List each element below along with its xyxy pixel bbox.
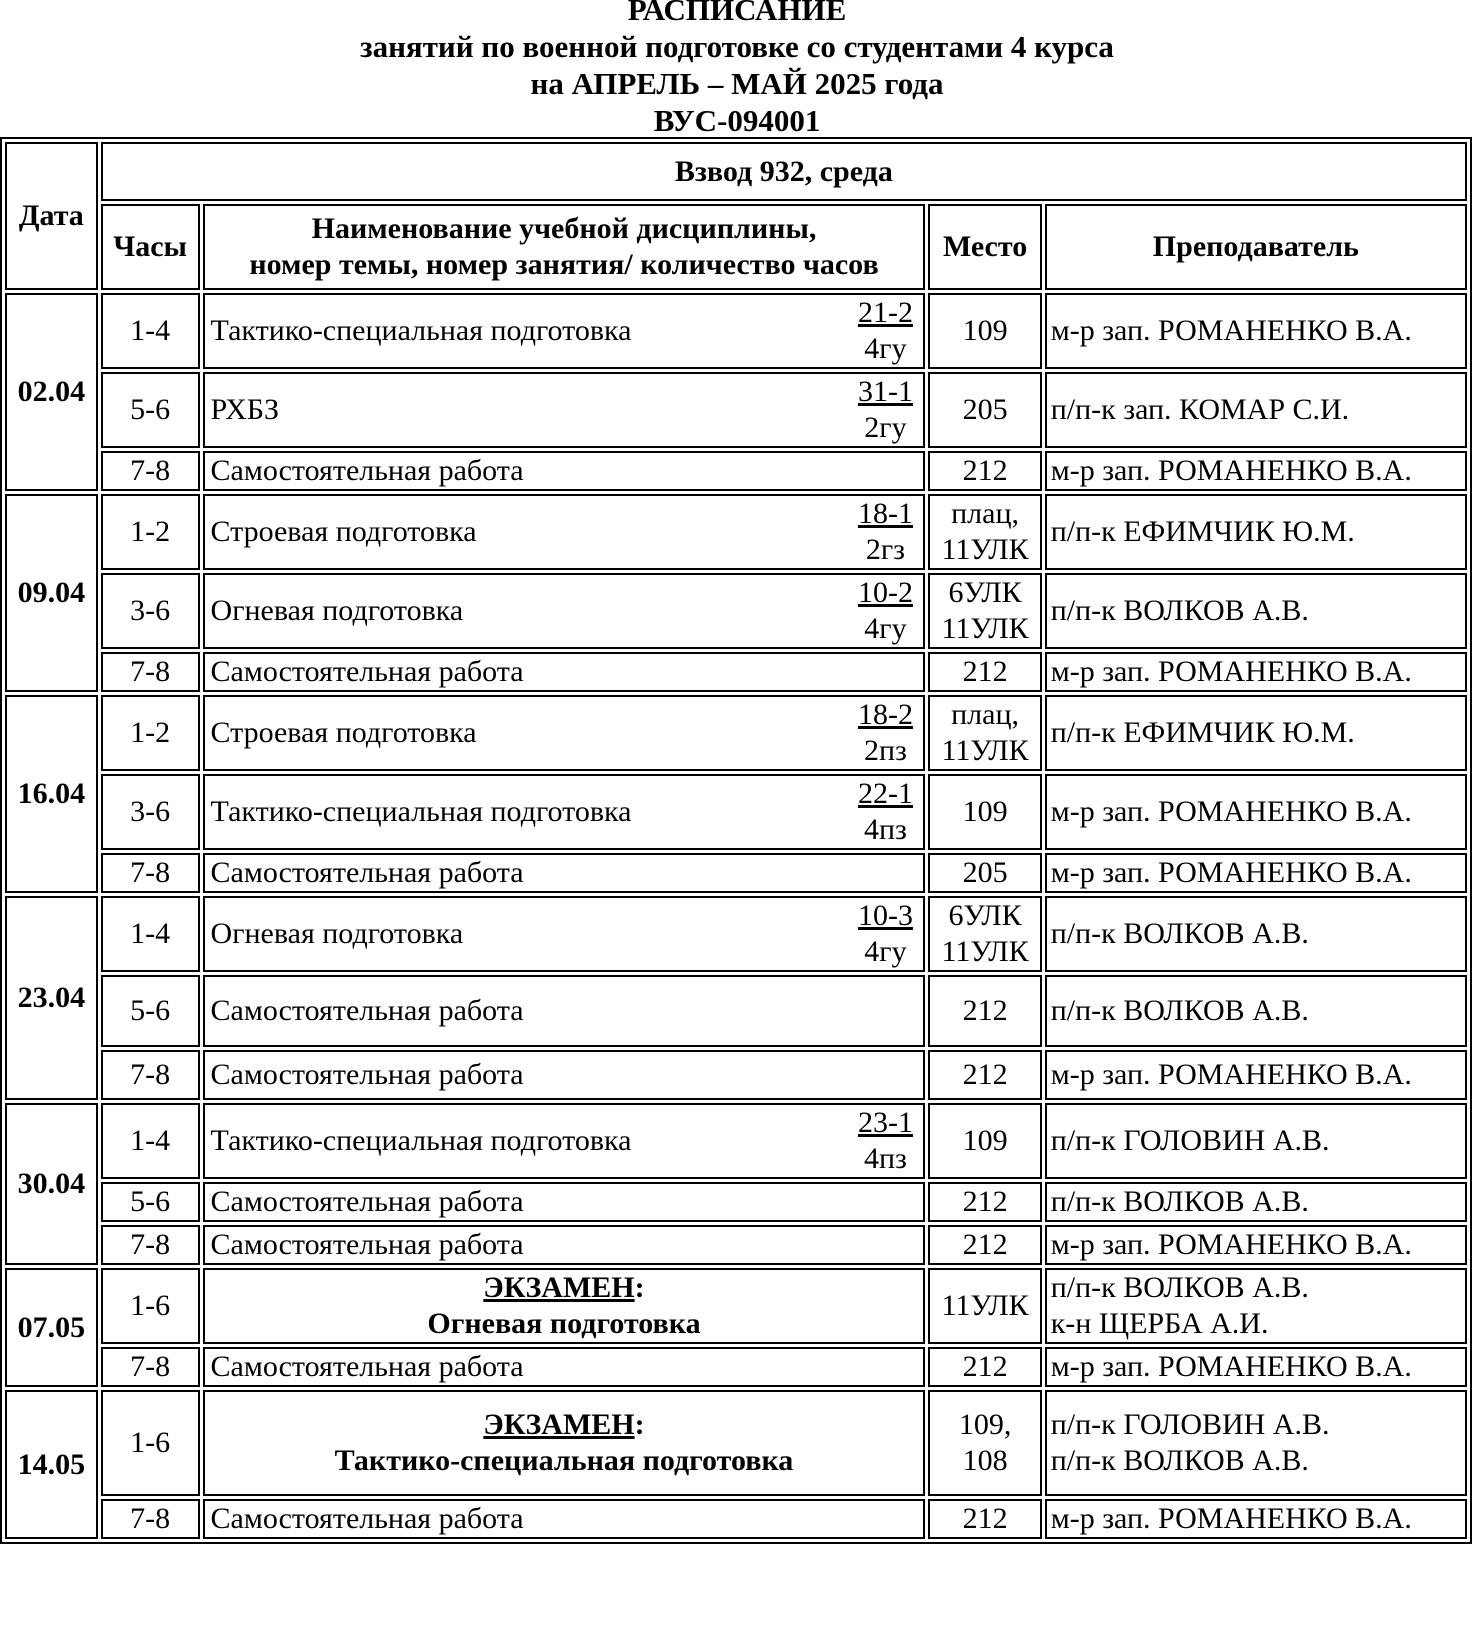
teacher-cell — [1045, 451, 1467, 491]
place-cell — [928, 1103, 1041, 1179]
place-cell — [928, 1182, 1041, 1222]
date-cell: 23.04 — [5, 896, 98, 1100]
teacher-name: п/п-к ГОЛОВИН А.В. — [1050, 1124, 1330, 1157]
subject-cell — [203, 1182, 926, 1222]
place-line: 109 — [962, 1124, 1008, 1157]
place-line: 212 — [962, 994, 1008, 1027]
teacher-cell — [1045, 1103, 1467, 1179]
teacher-cell — [1045, 372, 1467, 448]
place-cell — [928, 1499, 1041, 1539]
place-line: 11УЛК — [941, 935, 1029, 968]
subject-cell — [203, 451, 926, 491]
subject-name: Самостоятельная работа — [210, 1228, 524, 1261]
date-cell: 16.04 — [5, 695, 98, 893]
doc-title: РАСПИСАНИЕ — [627, 0, 847, 27]
hours-cell: 7-8 — [101, 1225, 200, 1265]
topic-code — [853, 697, 917, 769]
subject-cell — [203, 1050, 926, 1100]
teacher-name: м-р зап. РОМАНЕНКО В.А. — [1050, 314, 1412, 347]
teacher-name: м-р зап. РОМАНЕНКО В.А. — [1050, 795, 1412, 828]
place-line: 109, — [958, 1408, 1012, 1441]
subject-cell — [203, 293, 926, 369]
subject-name: Строевая подготовка — [210, 716, 477, 749]
document-header — [0, 0, 1474, 139]
place-cell — [928, 774, 1041, 850]
table-row — [5, 573, 1467, 649]
subject-name: Огневая подготовка — [210, 917, 464, 950]
teacher-cell — [1045, 1225, 1467, 1265]
subject-cell — [203, 494, 926, 570]
place-line: 205 — [962, 393, 1008, 426]
teacher-name: п/п-к ВОЛКОВ А.В. — [1050, 1271, 1309, 1304]
teacher-name: п/п-к зап. КОМАР С.И. — [1050, 393, 1350, 426]
subject-name: Строевая подготовка — [210, 515, 477, 548]
table-row — [5, 695, 1467, 771]
place-cell — [928, 896, 1041, 972]
place-cell — [928, 1225, 1041, 1265]
teacher-cell — [1045, 494, 1467, 570]
subject-name: Самостоятельная работа — [210, 1058, 524, 1091]
place-line: 212 — [962, 1228, 1008, 1261]
topic-hours: 2пз — [864, 734, 907, 767]
teacher-cell — [1045, 1390, 1467, 1496]
hours-cell: 7-8 — [101, 451, 200, 491]
date-cell: 30.04 — [5, 1103, 98, 1265]
subject-cell — [203, 1347, 926, 1387]
topic-number: 10-3 — [857, 899, 913, 932]
subject-name: Самостоятельная работа — [210, 454, 524, 487]
table-row — [5, 1347, 1467, 1387]
teacher-cell — [1045, 1499, 1467, 1539]
table-row — [5, 975, 1467, 1047]
col-header-subject-line2: номер темы, номер занятия/ количество часов — [249, 248, 879, 281]
topic-hours: 2гу — [864, 411, 907, 444]
hours-cell: 5-6 — [101, 1182, 200, 1222]
topic-number: 22-1 — [857, 777, 913, 810]
teacher-name: п/п-к ВОЛКОВ А.В. — [1050, 1444, 1309, 1477]
subject-cell — [203, 573, 926, 649]
hours-cell: 7-8 — [101, 1050, 200, 1100]
teacher-name: п/п-к ГОЛОВИН А.В. — [1050, 1408, 1330, 1441]
topic-number: 31-1 — [857, 375, 913, 408]
hours-cell: 1-2 — [101, 494, 200, 570]
table-row — [5, 494, 1467, 570]
topic-number: 10-2 — [857, 576, 913, 609]
place-cell — [928, 1390, 1041, 1496]
subject-cell — [203, 975, 926, 1047]
teacher-cell — [1045, 774, 1467, 850]
subject-cell — [203, 372, 926, 448]
exam-block — [205, 1270, 924, 1342]
col-header-subject — [203, 204, 926, 290]
topic-hours: 4пз — [864, 1142, 907, 1175]
table-row — [5, 1268, 1467, 1344]
hours-cell: 7-8 — [101, 853, 200, 893]
exam-title: ЭКЗАМЕН — [483, 1408, 635, 1441]
table-row — [5, 853, 1467, 893]
topic-number: 18-1 — [857, 497, 913, 530]
place-cell — [928, 372, 1041, 448]
teacher-name: м-р зап. РОМАНЕНКО В.А. — [1050, 1058, 1412, 1091]
hours-cell: 3-6 — [101, 573, 200, 649]
table-row — [5, 1050, 1467, 1100]
group-header: Взвод 932, среда — [101, 142, 1467, 201]
subject-cell — [203, 853, 926, 893]
col-header-hours: Часы — [101, 204, 200, 290]
table-row — [5, 1103, 1467, 1179]
topic-code — [853, 776, 917, 848]
subject-cell — [203, 1103, 926, 1179]
topic-hours: 4гу — [864, 935, 907, 968]
place-cell — [928, 494, 1041, 570]
topic-number: 23-1 — [857, 1106, 913, 1139]
subject-name: Самостоятельная работа — [210, 856, 524, 889]
place-line: 6УЛК — [948, 576, 1022, 609]
table-row — [5, 1225, 1467, 1265]
doc-subtitle: занятий по военной подготовке со студентами 4 курса — [360, 29, 1114, 64]
teacher-name: м-р зап. РОМАНЕНКО В.А. — [1050, 655, 1412, 688]
place-line: 212 — [962, 655, 1008, 688]
hours-cell: 1-6 — [101, 1268, 200, 1344]
teacher-cell — [1045, 1347, 1467, 1387]
teacher-cell — [1045, 1050, 1467, 1100]
teacher-cell — [1045, 293, 1467, 369]
teacher-name: п/п-к ЕФИМЧИК Ю.М. — [1050, 515, 1355, 548]
subject-name: РХБЗ — [210, 393, 280, 426]
place-line: 205 — [962, 856, 1008, 889]
teacher-name: м-р зап. РОМАНЕНКО В.А. — [1050, 1350, 1412, 1383]
table-row — [5, 774, 1467, 850]
teacher-cell — [1045, 896, 1467, 972]
schedule-table — [0, 137, 1472, 1544]
place-cell — [928, 975, 1041, 1047]
teacher-cell — [1045, 652, 1467, 692]
hours-cell: 7-8 — [101, 1347, 200, 1387]
hours-cell: 5-6 — [101, 372, 200, 448]
table-row — [5, 372, 1467, 448]
place-line: 6УЛК — [948, 899, 1022, 932]
subject-cell — [203, 1225, 926, 1265]
hours-cell: 7-8 — [101, 1499, 200, 1539]
subject-cell — [203, 896, 926, 972]
hours-cell: 5-6 — [101, 975, 200, 1047]
topic-number: 21-2 — [857, 296, 913, 329]
place-line: 212 — [962, 1058, 1008, 1091]
exam-block — [205, 1407, 924, 1479]
subject-cell — [203, 652, 926, 692]
exam-title: ЭКЗАМЕН — [483, 1271, 635, 1304]
topic-hours: 4пз — [864, 813, 907, 846]
doc-specialty: ВУС-094001 — [653, 103, 821, 138]
topic-code — [853, 1105, 917, 1177]
teacher-cell — [1045, 853, 1467, 893]
subject-cell — [203, 774, 926, 850]
subject-cell — [203, 1268, 926, 1344]
place-cell — [928, 573, 1041, 649]
place-line: плац, — [951, 497, 1020, 530]
date-cell: 07.05 — [5, 1268, 98, 1387]
teacher-cell — [1045, 975, 1467, 1047]
teacher-name: м-р зап. РОМАНЕНКО В.А. — [1050, 454, 1412, 487]
subject-name: Самостоятельная работа — [210, 1350, 524, 1383]
place-cell — [928, 1050, 1041, 1100]
subject-name: Самостоятельная работа — [210, 1502, 524, 1535]
hours-cell: 1-4 — [101, 896, 200, 972]
teacher-name: м-р зап. РОМАНЕНКО В.А. — [1050, 856, 1412, 889]
place-line: 109 — [962, 314, 1008, 347]
place-line: 212 — [962, 1502, 1008, 1535]
topic-hours: 4гу — [864, 612, 907, 645]
place-line: 212 — [962, 1350, 1008, 1383]
teacher-name: п/п-к ВОЛКОВ А.В. — [1050, 594, 1309, 627]
topic-number: 18-2 — [857, 698, 913, 731]
col-header-subject-line1: Наименование учебной дисциплины, — [311, 212, 817, 245]
hours-cell: 7-8 — [101, 652, 200, 692]
hours-cell: 3-6 — [101, 774, 200, 850]
place-cell — [928, 853, 1041, 893]
teacher-name: п/п-к ЕФИМЧИК Ю.М. — [1050, 716, 1355, 749]
teacher-cell — [1045, 695, 1467, 771]
topic-code — [853, 496, 917, 568]
subject-name: Тактико-специальная подготовка — [210, 795, 632, 828]
place-line: 212 — [962, 1185, 1008, 1218]
hours-cell: 1-6 — [101, 1390, 200, 1496]
table-row — [5, 652, 1467, 692]
table-row — [5, 1182, 1467, 1222]
place-cell — [928, 451, 1041, 491]
teacher-name: п/п-к ВОЛКОВ А.В. — [1050, 994, 1309, 1027]
teacher-cell — [1045, 1268, 1467, 1344]
col-header-date: Дата — [5, 142, 98, 290]
place-line: 11УЛК — [941, 612, 1029, 645]
date-cell: 09.04 — [5, 494, 98, 692]
place-line: 109 — [962, 795, 1008, 828]
teacher-name: п/п-к ВОЛКОВ А.В. — [1050, 1185, 1309, 1218]
subject-cell — [203, 695, 926, 771]
teacher-name: м-р зап. РОМАНЕНКО В.А. — [1050, 1228, 1412, 1261]
subject-cell — [203, 1499, 926, 1539]
exam-title-line: ЭКЗАМЕН: — [483, 1271, 645, 1304]
hours-cell: 1-4 — [101, 293, 200, 369]
table-row — [5, 293, 1467, 369]
subject-name: Самостоятельная работа — [210, 655, 524, 688]
subject-name: Тактико-специальная подготовка — [210, 1124, 632, 1157]
place-line: 11УЛК — [941, 1289, 1029, 1322]
place-line: 11УЛК — [941, 533, 1029, 566]
place-line: 11УЛК — [941, 734, 1029, 767]
subject-name: Тактико-специальная подготовка — [210, 314, 632, 347]
place-line: плац, — [951, 698, 1020, 731]
topic-code — [853, 898, 917, 970]
teacher-name: к-н ЩЕРБА А.И. — [1050, 1307, 1269, 1340]
date-cell: 14.05 — [5, 1390, 98, 1539]
doc-period: на АПРЕЛЬ – МАЙ 2025 года — [530, 66, 944, 101]
table-row — [5, 896, 1467, 972]
teacher-name: п/п-к ВОЛКОВ А.В. — [1050, 917, 1309, 950]
place-cell — [928, 652, 1041, 692]
table-row — [5, 1499, 1467, 1539]
subject-name: Самостоятельная работа — [210, 1185, 524, 1218]
col-header-place: Место — [928, 204, 1041, 290]
subject-name: Огневая подготовка — [210, 594, 464, 627]
topic-code — [853, 295, 917, 367]
table-row — [5, 1390, 1467, 1496]
exam-subject: Тактико-специальная подготовка — [334, 1444, 794, 1477]
place-line: 212 — [962, 454, 1008, 487]
teacher-cell — [1045, 1182, 1467, 1222]
place-cell — [928, 1347, 1041, 1387]
topic-code — [853, 374, 917, 446]
exam-title-line: ЭКЗАМЕН: — [483, 1408, 645, 1441]
topic-hours: 2гз — [865, 533, 906, 566]
hours-cell: 1-4 — [101, 1103, 200, 1179]
hours-cell: 1-2 — [101, 695, 200, 771]
topic-code — [853, 575, 917, 647]
place-cell — [928, 1268, 1041, 1344]
subject-cell — [203, 1390, 926, 1496]
topic-hours: 4гу — [864, 332, 907, 365]
place-cell — [928, 695, 1041, 771]
table-row — [5, 451, 1467, 491]
teacher-cell — [1045, 573, 1467, 649]
subject-name: Самостоятельная работа — [210, 994, 524, 1027]
col-header-teacher: Преподаватель — [1045, 204, 1467, 290]
exam-subject: Огневая подготовка — [427, 1307, 701, 1340]
teacher-name: м-р зап. РОМАНЕНКО В.А. — [1050, 1502, 1412, 1535]
place-line: 108 — [962, 1444, 1008, 1477]
place-cell — [928, 293, 1041, 369]
date-cell: 02.04 — [5, 293, 98, 491]
